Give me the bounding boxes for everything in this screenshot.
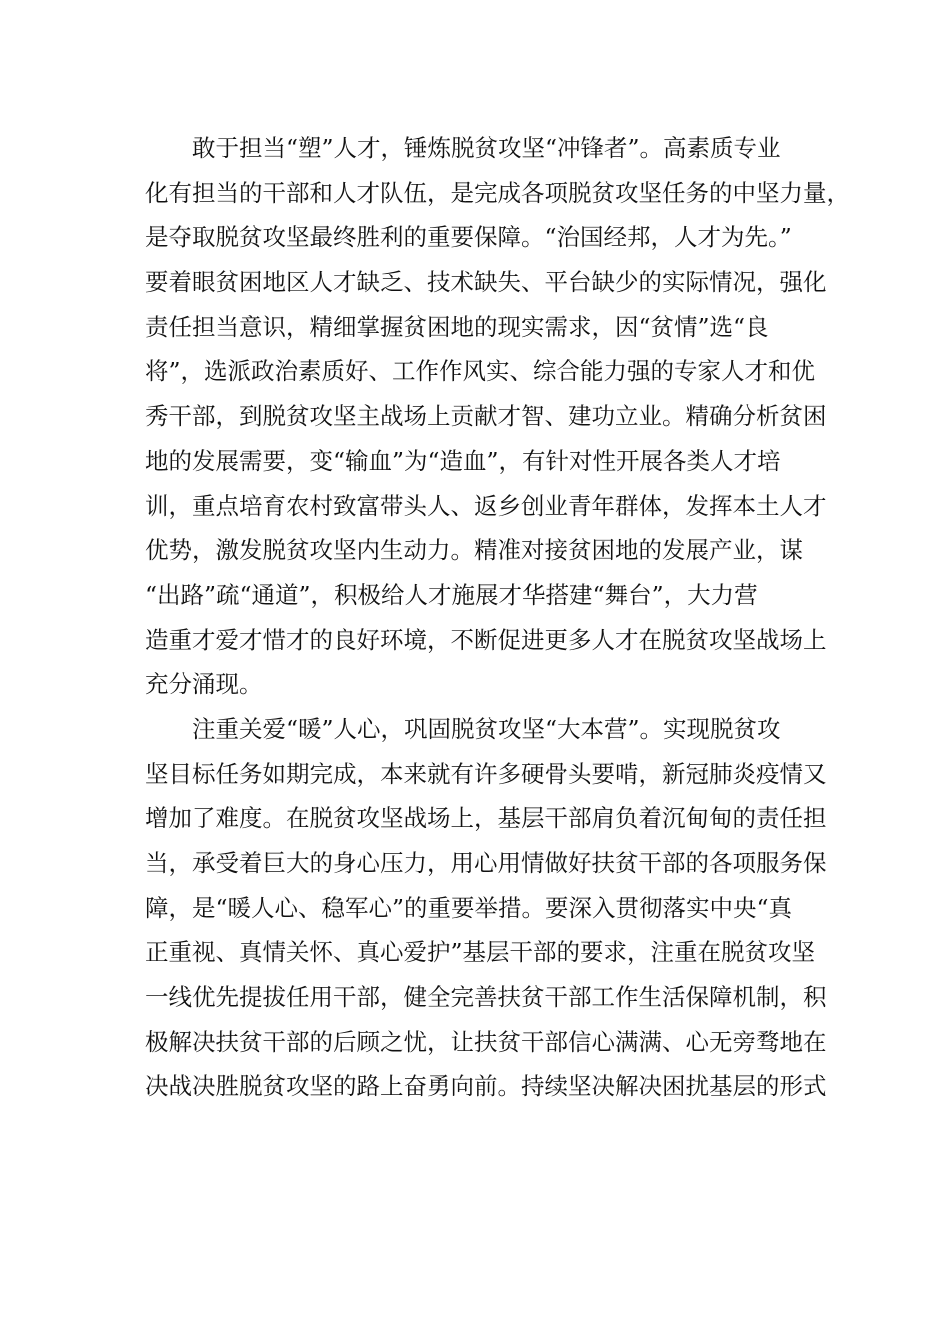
- text-line: 决战决胜脱贫攻坚的路上奋勇向前。持续坚决解决困扰基层的形式: [145, 1072, 827, 1101]
- text-line: 地的发展需要，变“输血”为“造血”，有针对性开展各类人才培: [145, 446, 781, 475]
- text-line: 注重关爱“暖”人心，巩固脱贫攻坚“大本营”。实现脱贫攻: [192, 714, 781, 743]
- text-line: 一线优先提拔任用干部，健全完善扶贫干部工作生活保障机制，积: [145, 983, 827, 1012]
- text-line: 敢于担当“塑”人才，锤炼脱贫攻坚“冲锋者”。高素质专业: [192, 134, 781, 162]
- text-line: 障，是“暖人心、稳军心”的重要举措。要深入贯彻落实中央“真: [145, 893, 793, 922]
- paragraph: [145, 126, 850, 707]
- text-line: 充分涌现。: [145, 670, 263, 699]
- text-line: 要着眼贫困地区人才缺乏、技术缺失、平台缺少的实际情况，强化: [145, 268, 827, 297]
- text-line: 正重视、真情关怀、真心爱护”基层干部的要求，注重在脱贫攻坚: [145, 938, 816, 967]
- text-line: 造重才爱才惜才的良好环境，不断促进更多人才在脱贫攻坚战场上: [145, 625, 827, 654]
- text-line: 是夺取脱贫攻坚最终胜利的重要保障。“治国经邦，人才为先。”: [145, 223, 792, 252]
- text-line: 优势，激发脱贫攻坚内生动力。精准对接贫困地的发展产业，谋: [145, 536, 803, 565]
- text-line: 当，承受着巨大的身心压力，用心用情做好扶贫干部的各项服务保: [145, 849, 827, 877]
- text-line: 增加了难度。在脱贫攻坚战场上，基层干部肩负着沉甸甸的责任担: [145, 804, 827, 833]
- body-text: [145, 126, 850, 1109]
- text-line: 极解决扶贫干部的后顾之忧，让扶贫干部信心满满、心无旁骛地在: [145, 1027, 827, 1056]
- text-line: 化有担当的干部和人才队伍，是完成各项脱贫攻坚任务的中坚力量，: [145, 178, 850, 207]
- text-line: 训，重点培育农村致富带头人、返乡创业青年群体，发挥本土人才: [145, 491, 827, 520]
- text-line: 责任担当意识，精细掌握贫困地的现实需求，因“贫情”选“良: [145, 312, 769, 341]
- text-line: “出路”疏“通道”，积极给人才施展才华搭建“舞台”，大力营: [145, 580, 758, 609]
- text-line: 坚目标任务如期完成，本来就有许多硬骨头要啃，新冠肺炎疫情又: [145, 759, 827, 788]
- paragraph: [145, 707, 827, 1109]
- text-line: 秀干部，到脱贫攻坚主战场上贡献才智、建功立业。精确分析贫困: [145, 402, 827, 431]
- text-line: 将”，选派政治素质好、工作作风实、综合能力强的专家人才和优: [145, 357, 816, 386]
